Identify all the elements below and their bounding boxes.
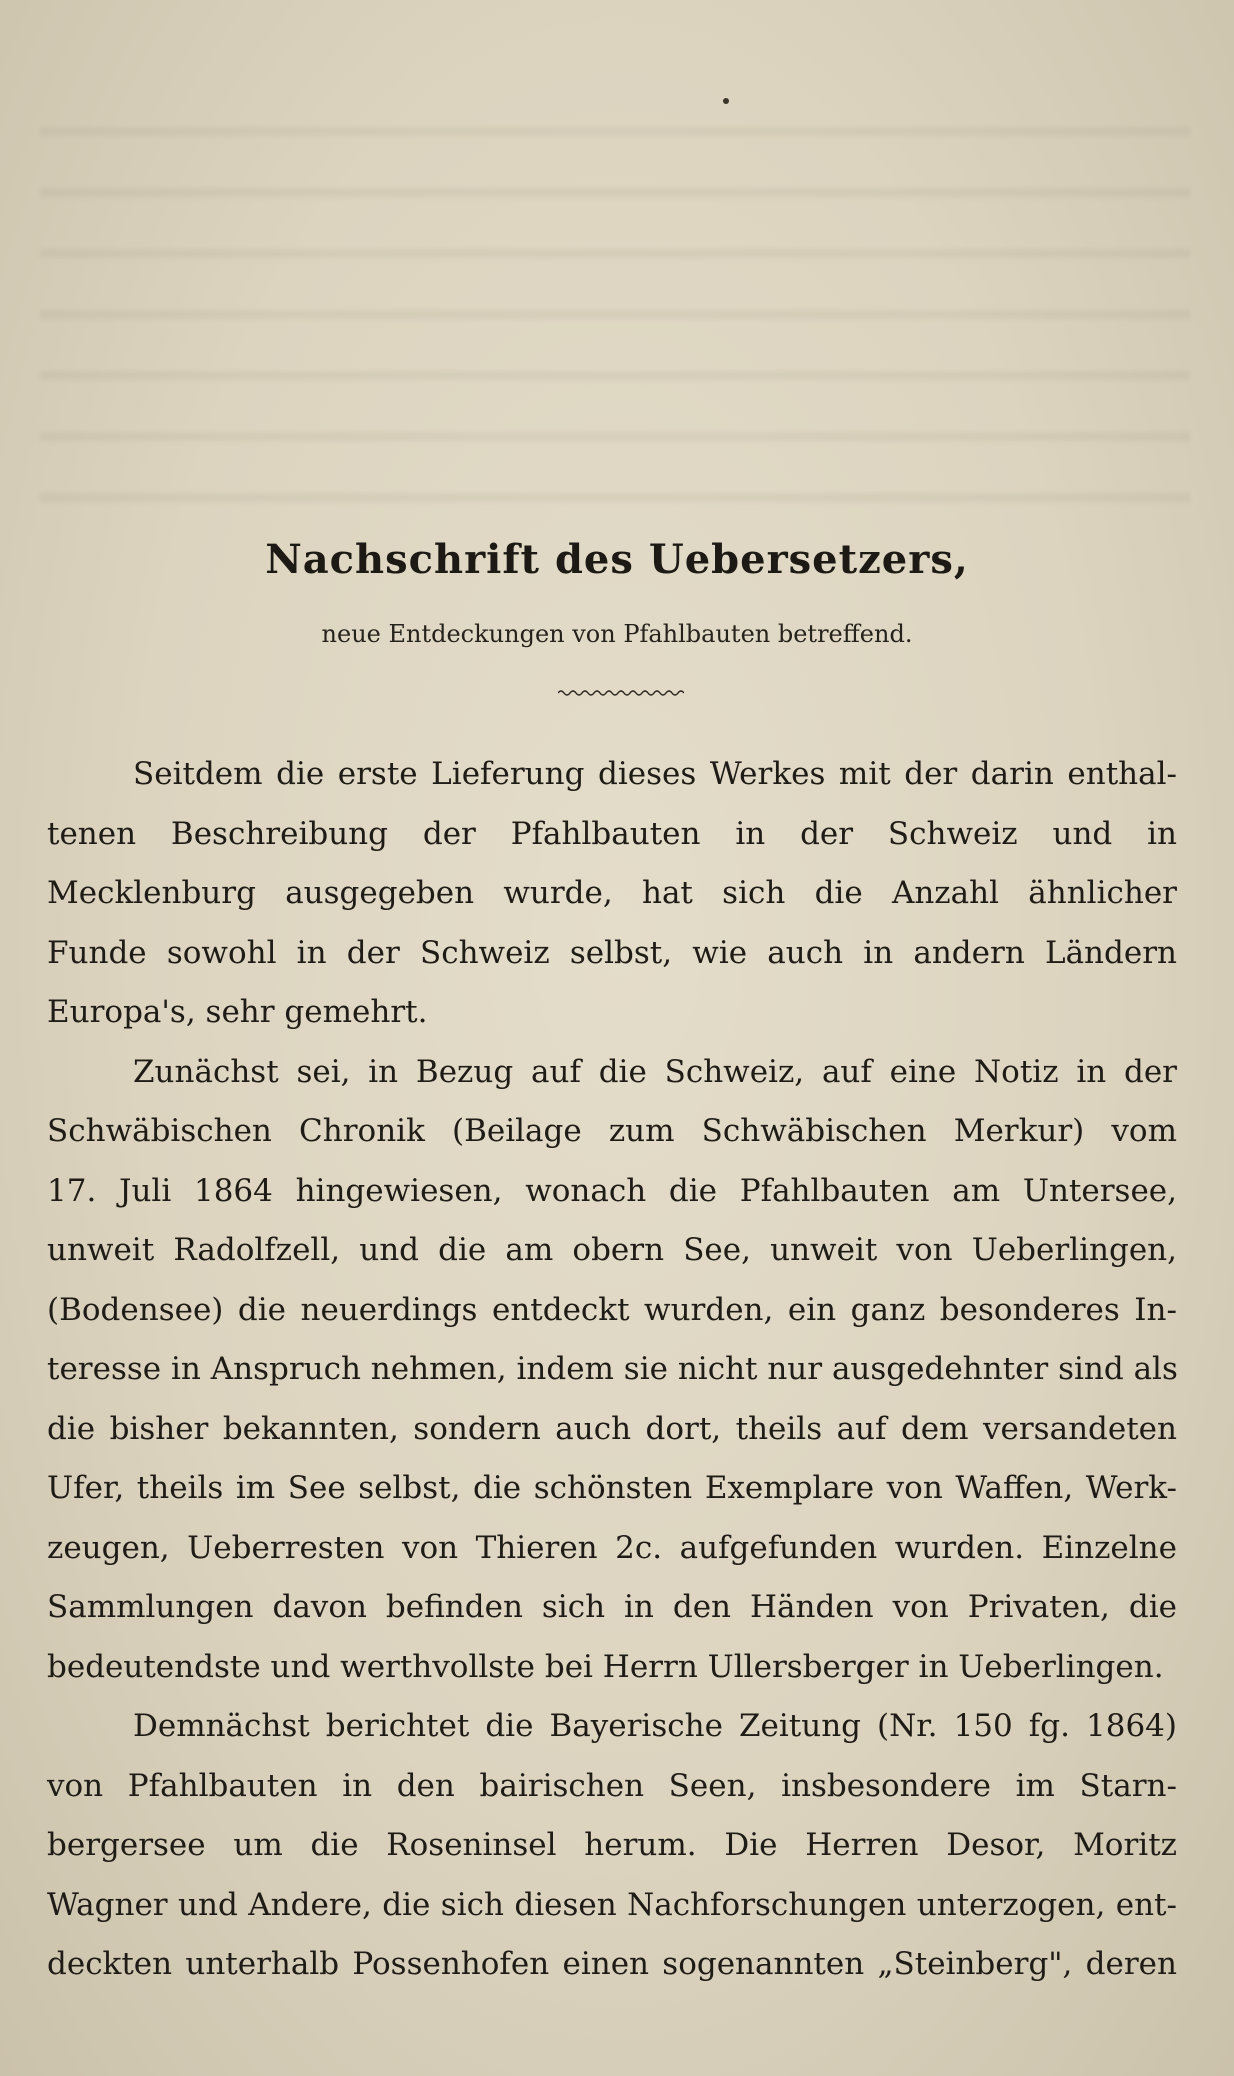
text-line: unweit Radolfzell, und die am obern See, unweit von Ueberlingen, <box>47 1232 1177 1268</box>
text-line: von Pfahlbauten in den bairischen Seen, insbesondere im Starn- <box>47 1767 1177 1804</box>
text-line: bedeutendste und werthvollste bei Herrn Ullersberger in Ueberlingen. <box>47 1648 1164 1685</box>
text-line: deckten unterhalb Possenhofen einen sogenannten „Steinberg", deren <box>47 1946 1177 1982</box>
text-line: Zunächst sei, in Bezug auf die Schweiz, auf eine Notiz in der <box>133 1053 1177 1090</box>
text-line: zeugen, Ueberresten von Thieren 2c. aufgefunden wurden. Einzelne <box>47 1529 1177 1566</box>
bleed-through-text <box>40 95 1190 515</box>
text-line: Ufer, theils im See selbst, die schönsten Exemplare von Waffen, Werk- <box>47 1470 1177 1506</box>
text-line: Europa's, sehr gemehrt. <box>47 994 428 1030</box>
text-line: teresse in Anspruch nehmen, indem sie nicht nur ausgedehnter sind als <box>47 1351 1178 1387</box>
text-line: 17. Juli 1864 hingewiesen, wonach die Pfahlbauten am Untersee, <box>47 1172 1177 1209</box>
text-line: Sammlungen davon befinden sich in den Händen von Privaten, die <box>47 1589 1177 1625</box>
text-line: Demnächst berichtet die Bayerische Zeitung (Nr. 150 fg. 1864) <box>133 1708 1177 1744</box>
text-line: Mecklenburg ausgegeben wurde, hat sich die Anzahl ähnlicher <box>47 875 1177 911</box>
text-line: Schwäbischen Chronik (Beilage zum Schwäbischen Merkur) vom <box>47 1113 1177 1149</box>
body-text <box>47 745 1177 1995</box>
text-line: tenen Beschreibung der Pfahlbauten in der Schweiz und in <box>47 815 1177 852</box>
text-line: Funde sowohl in der Schweiz selbst, wie auch in andern Ländern <box>47 934 1177 971</box>
text-line: (Bodensee) die neuerdings entdeckt wurden, ein ganz besonderes In- <box>47 1291 1177 1328</box>
ink-spot <box>723 98 729 104</box>
text-line: die bisher bekannten, sondern auch dort, theils auf dem versandeten <box>47 1410 1177 1447</box>
section-subtitle: neue Entdeckungen von Pfahlbauten betreffend. <box>321 620 913 648</box>
ornamental-divider <box>558 688 684 698</box>
text-line: Seitdem die erste Lieferung dieses Werkes mit der darin enthal- <box>133 756 1177 792</box>
text-line: Wagner und Andere, die sich diesen Nachforschungen unterzogen, ent- <box>47 1886 1177 1923</box>
section-title: Nachschrift des Uebersetzers, <box>265 536 969 583</box>
text-line: bergersee um die Roseninsel herum. Die Herren Desor, Moritz <box>47 1827 1177 1863</box>
